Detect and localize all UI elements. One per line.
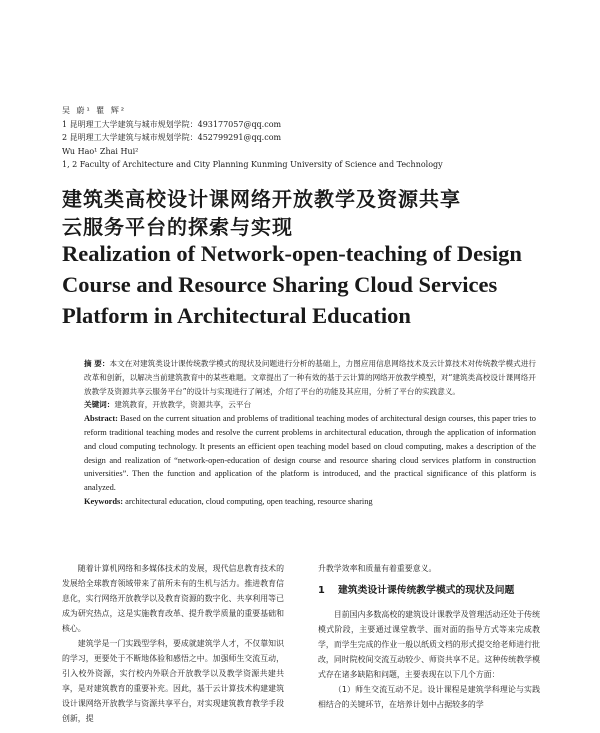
section-title: 建筑类设计课传统教学模式的现状及问题: [338, 585, 515, 596]
paper-title-en: [62, 238, 562, 331]
keywords-cn-text: 建筑教育，开放教学，资源共享，云平台: [114, 400, 252, 410]
title-cn-line-1: 建筑类高校设计课网络开放教学及资源共享: [62, 187, 461, 211]
abstract-cn-label: 摘 要：: [84, 359, 110, 368]
keywords-cn: [84, 398, 536, 412]
keywords-en: [84, 495, 536, 509]
keywords-en-label: Keywords:: [84, 496, 124, 506]
abstract-block: [84, 357, 536, 509]
abstract-en: [84, 412, 536, 495]
section-heading: [318, 583, 540, 598]
title-en-line-3: Platform in Architectural Education: [62, 303, 411, 328]
abstract-en-text: Based on the current situation and problems of traditional teaching modes of architectural design courses, this paper tries to reform traditional teaching modes and resolve the current problems in architectural education, through the application of information and cloud computing technology. It presents an efficient open teaching model based on cloud computing, makes a description of the design and realization of “network-open-education of design course and resource sharing cloud services platform in construction universities”. Then the function and application of the platform is introduced, and the practical significance of this platform is analyzed.: [84, 414, 536, 493]
body-column-right: [318, 561, 540, 712]
body-paragraph: （1）师生交流互动不足。设计课程是建筑学科理论与实践相结合的关键环节，在培养计划中占据较多的学: [318, 685, 540, 709]
author-affiliation-cn-2: 2 昆明理工大学建筑与城市规划学院：452799291@qq.com: [62, 133, 282, 142]
title-en-line-2: Course and Resource Sharing Cloud Services: [62, 272, 498, 297]
body-paragraph: 目前国内多数高校的建筑设计课教学及管理活动还处于传统模式阶段，主要通过课堂教学、面对面的指导方式等来完成教学，而学生完成的作业一般以纸质文档的形式提交给老师进行批改，同时院校间交流互动较少、师资共享不足。这种传统教学模式存在诸多缺陷和问题，主要表现在以下几个方面：: [318, 610, 540, 679]
body-paragraph: 升教学效率和质量有着重要意义。: [318, 564, 437, 573]
author-affiliation-cn-1: 1 昆明理工大学建筑与城市规划学院：493177057@qq.com: [62, 119, 282, 129]
body-paragraph: 建筑学是一门实践型学科，要成就建筑学人才，不仅靠知识的学习，更要处于不断地体验和感悟之中。加强师生交流互动，引入校外资源，实行校内外联合开放教学以及教学资源共建共享，是对建筑教育的重要补充。因此，基于云计算技术构建建筑设计课网络开放教学与资源共享平台，对实现建筑教育教学手段创新，提: [62, 639, 284, 723]
section-number: 1: [318, 585, 325, 596]
title-cn-line-2: 云服务平台的探索与实现: [62, 215, 293, 239]
title-en-line-1: Realization of Network-open-teaching of Design: [62, 241, 522, 266]
keywords-cn-label: 关键词：: [84, 400, 115, 410]
body-column-left: [62, 561, 284, 726]
author-block: [62, 104, 532, 172]
paper-title-cn: [62, 185, 542, 241]
keywords-en-text: architectural education, cloud computing, open teaching, resource sharing: [123, 496, 373, 506]
author-affiliation-en: 1, 2 Faculty of Architecture and City Planning Kunming University of Science and Technology: [62, 160, 443, 169]
abstract-cn-text: 本文在对建筑类设计课传统教学模式的现状及问题进行分析的基础上，力图应用信息网络技术及云计算技术对传统教学模式进行改革和创新，以解决当前建筑教育中的某些难题。文章提出了一种有效的基于云计算的网络开放教学模型，对“建筑类高校设计课网络开放教学及资源共享云服务平台”的设计与实现进行了阐述，介绍了平台的功能及其应用，分析了平台的实践意义。: [84, 359, 536, 396]
author-names-en: Wu Hao¹ Zhai Hui²: [62, 146, 139, 156]
body-paragraph: 随着计算机网络和多媒体技术的发展，现代信息教育技术的发展给全球教育领域带来了前所未有的生机与活力。推进教育信息化，实行网络开放教学以及教育资源的数字化、共享利用等已成为研究热点，这是实施教育改革、提升教学质量的重要基础和核心。: [62, 564, 284, 633]
abstract-en-label: Abstract:: [84, 414, 118, 424]
abstract-cn: [84, 357, 536, 398]
author-names-cn: 吴 蔚¹ 瞿 辉²: [62, 106, 127, 115]
